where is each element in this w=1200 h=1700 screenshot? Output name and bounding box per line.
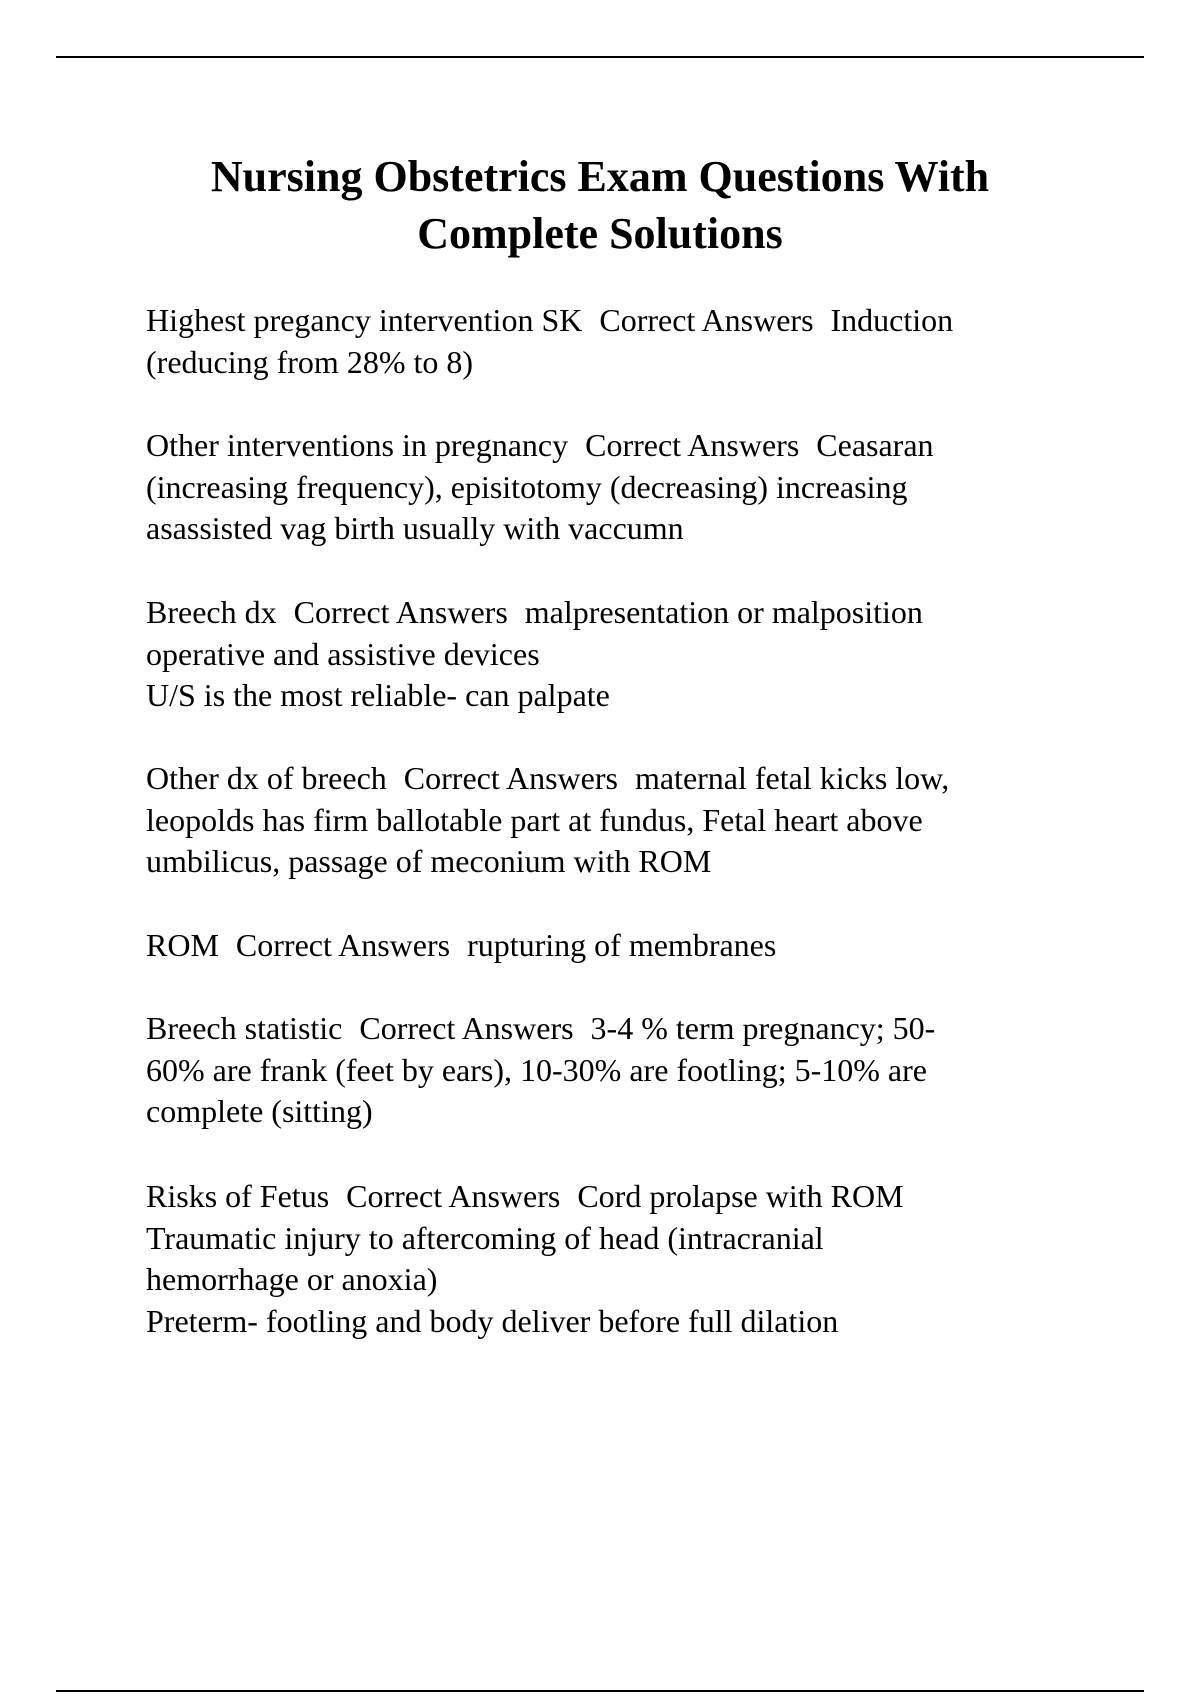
bottom-rule [56, 1690, 1144, 1692]
title-line-1: Nursing Obstetrics Exam Questions With [210, 152, 990, 201]
answer-line: (increasing frequency), episitotomy (decreasing) increasing [146, 468, 908, 505]
qa-first-line [146, 1008, 1096, 1050]
question-text: Other dx of breech [146, 760, 387, 796]
answer-line: U/S is the most reliable- can palpate [146, 677, 610, 713]
document-title [100, 148, 1100, 262]
qa-entry [146, 758, 1096, 883]
qa-entry [146, 925, 1096, 967]
answer-label: Correct Answers [235, 927, 451, 963]
question-text: Highest pregancy intervention SK [146, 302, 583, 338]
answer-text: Ceasaran [816, 427, 934, 463]
answer-text: malpresentation or malposition [524, 594, 923, 630]
answer-line: (reducing from 28% to 8) [146, 343, 474, 380]
question-text: Risks of Fetus [146, 1178, 330, 1214]
answer-text: rupturing of membranes [467, 927, 777, 963]
qa-first-line [146, 300, 1096, 342]
qa-entry [146, 1176, 1096, 1342]
answer-text: maternal fetal kicks low, [634, 760, 950, 796]
answer-label: Correct Answers [359, 1010, 574, 1046]
qa-first-line [146, 925, 1096, 967]
answer-line: complete (sitting) [146, 1093, 373, 1129]
qa-first-line [146, 1176, 1096, 1218]
answer-line: hemorrhage or anoxia) [146, 1261, 438, 1297]
qa-first-line [146, 425, 1096, 467]
question-text: Breech dx [146, 594, 277, 630]
top-rule [56, 56, 1144, 58]
qa-entry [146, 425, 1096, 550]
answer-text: Induction [830, 302, 954, 338]
answer-text: 3-4 % term pregnancy; 50- [590, 1010, 936, 1046]
question-text: Breech statistic [146, 1010, 343, 1046]
qa-entry [146, 300, 1096, 383]
qa-first-line [146, 758, 1096, 800]
qa-entry [146, 1008, 1096, 1133]
question-text: ROM [146, 927, 219, 963]
answer-line: 60% are frank (feet by ears), 10-30% are footling; 5-10% are [146, 1051, 927, 1088]
answer-line: leopolds has firm ballotable part at fundus, Fetal heart above [146, 801, 923, 838]
answer-line: operative and assistive devices [146, 635, 540, 672]
answer-label: Correct Answers [293, 594, 508, 630]
qa-entry [146, 592, 1096, 717]
answer-label: Correct Answers [346, 1178, 561, 1214]
answer-label: Correct Answers [403, 760, 618, 796]
answer-line: Traumatic injury to aftercoming of head (intracranial [146, 1219, 824, 1256]
question-text: Other interventions in pregnancy [146, 427, 569, 463]
answer-line: Preterm- footling and body deliver before full dilation [146, 1302, 839, 1339]
answer-line: umbilicus, passage of meconium with ROM [146, 843, 712, 879]
answer-line: asassisted vag birth usually with vaccumn [146, 510, 684, 546]
answer-text: Cord prolapse with ROM [577, 1178, 904, 1214]
qa-first-line [146, 592, 1096, 634]
title-line-2: Complete Solutions [417, 209, 783, 258]
answer-label: Correct Answers [599, 302, 814, 338]
answer-label: Correct Answers [585, 427, 800, 463]
